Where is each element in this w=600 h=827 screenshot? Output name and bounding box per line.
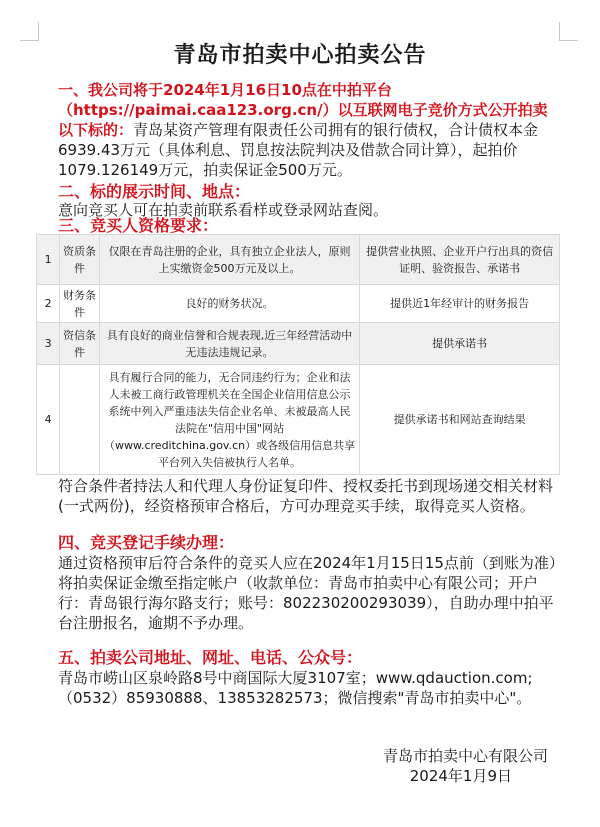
- section-5-text: 青岛市崂山区泉岭路8号中商国际大厦3107室；www.qdauction.com;（0532）85930888、13853282573；微信搜索"青岛市拍卖中心"。: [58, 669, 533, 707]
- row-number: 4: [37, 365, 60, 475]
- section-1-heading: 一、我公司将于2024年1月16日10点在中拍平台（https://paimai.caa123.org.cn/）以互联网电子竞价方式公开拍卖以下标的：: [58, 81, 548, 139]
- row-material: 提供承诺书和网站查询结果: [360, 365, 560, 475]
- table-row: [37, 235, 560, 285]
- row-material: 提供近1年经审计的财务报告: [360, 285, 560, 323]
- row-number: 2: [37, 285, 60, 323]
- section-3-after-text: 符合条件者持法人和代理人身份证复印件、授权委托书到现场递交相关材料(一式两份)，经资格预审合格后，方可办理竞买手续，取得竞买人资格。: [58, 477, 554, 515]
- row-item: [60, 365, 100, 475]
- section-5-heading: 五、拍卖公司地址、网址、电话、公众号：: [58, 648, 363, 667]
- row-requirement: 具有履行合同的能力，无合同违约行为；企业和法人未被工商行政管理机关在全国企业信用信息公示系统中列入严重违法失信企业名单、未被最高人民法院在"信用中国"网站（www.creditchina.gov.cn）或各级信用信息共享平台列入失信被执行人名单。: [99, 365, 359, 475]
- section-2-heading: 二、标的展示时间、地点：: [58, 182, 251, 201]
- row-item: 资信条件: [60, 323, 100, 365]
- row-number: 1: [37, 235, 60, 285]
- signature-company: 青岛市拍卖中心有限公司: [382, 747, 548, 765]
- table-row: [37, 285, 560, 323]
- row-number: 3: [37, 323, 60, 365]
- row-requirement: 具有良好的商业信誉和合规表现,近三年经营活动中无违法违规记录。: [99, 323, 359, 365]
- signature-date: 2024年1月9日: [409, 767, 512, 785]
- row-requirement: 仅限在青岛注册的企业，具有独立企业法人，原则上实缴资金500万元及以上。: [99, 235, 359, 285]
- section-4-text: 通过资格预审后符合条件的竞买人应在2024年1月15日15点前（到账为准）将拍卖保证金缴至指定帐户（收款单位：青岛市拍卖中心有限公司；开户行：青岛银行海尔路支行；账号：802230200293039），自助办理中拍平台注册报名，逾期不予办理。: [58, 554, 557, 632]
- section-2-text: 意向竞买人可在拍卖前联系看样或登录网站查阅。: [58, 201, 389, 219]
- section-3-heading: 三、竞买人资格要求：: [58, 216, 219, 235]
- section-4-heading: 四、竞买登记手续办理：: [58, 533, 235, 552]
- section-1-text: 青岛某资产管理有限责任公司拥有的银行债权，合计债权本金6939.43万元（具体利息、罚息按法院判决及借款合同计算），起拍价1079.126149万元，拍卖保证金500万元。: [58, 121, 539, 179]
- row-item: 财务条件: [60, 285, 100, 323]
- qualification-table: [36, 234, 560, 475]
- table-row: [37, 323, 560, 365]
- row-material: 提供承诺书: [360, 323, 560, 365]
- row-item: 资质条件: [60, 235, 100, 285]
- section-1: [58, 80, 558, 180]
- row-material: 提供营业执照、企业开户行出具的资信证明、验资报告、承诺书: [360, 235, 560, 285]
- table-row: [37, 365, 560, 475]
- row-requirement: 良好的财务状况。: [99, 285, 359, 323]
- page-title: 青岛市拍卖中心拍卖公告: [173, 43, 427, 68]
